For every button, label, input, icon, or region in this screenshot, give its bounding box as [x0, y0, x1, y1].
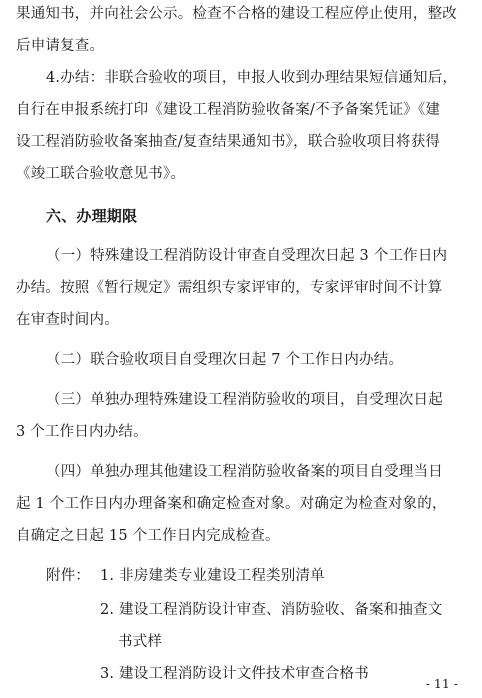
body-line: 自行在申报系统打印《建设工程消防验收备案/不予备案凭证》《建 — [16, 102, 441, 118]
period-line: 自确定之日起 15 个工作日内完成检查。 — [16, 528, 280, 544]
period-line: 起 1 个工作日内办理备案和确定检查对象。对确定为检查对象的， — [16, 496, 447, 512]
period-line: 在审查时间内。 — [16, 312, 119, 328]
body-line: 果通知书，并向社会公示。检查不合格的建设工程应停止使用，整改 — [16, 6, 457, 22]
body-line: 后申请复查。 — [16, 38, 105, 54]
attachment-item: 1. 非房建类专业建设工程类别清单 — [100, 568, 325, 584]
period-line: 3 个工作日内办结。 — [16, 424, 148, 440]
attachment-item-continuation: 书式样 — [118, 634, 163, 650]
section-heading: 六、办理期限 — [46, 207, 138, 225]
attachments-label: 附件： — [46, 568, 91, 584]
attachment-item: 2. 建设工程消防设计审查、消防验收、备案和抽查文 — [100, 602, 443, 618]
period-line: （一）特殊建设工程消防设计审查自受理次日起 3 个工作日内 — [46, 248, 448, 264]
period-line: （四）单独办理其他建设工程消防验收备案的项目自受理当日 — [46, 464, 443, 480]
body-line: 4.办结：非联合验收的项目，申报人收到办理结果短信通知后， — [46, 70, 458, 86]
period-line: （二）联合验收项目自受理次日起 7 个工作日内办结。 — [46, 352, 404, 368]
page-number: - 11 - — [425, 676, 458, 691]
attachment-item: 3. 建设工程消防设计文件技术审查合格书 — [100, 666, 369, 682]
body-line: 《竣工联合验收意见书》。 — [16, 166, 186, 182]
body-line: 设工程消防验收备案抽查/复查结果通知书》，联合验收项目将获得 — [16, 134, 441, 150]
period-line: 办结。按照《暂行规定》需组织专家评审的，专家评审时间不计算 — [16, 280, 443, 296]
period-line: （三）单独办理特殊建设工程消防验收的项目，自受理次日起 — [46, 392, 443, 408]
